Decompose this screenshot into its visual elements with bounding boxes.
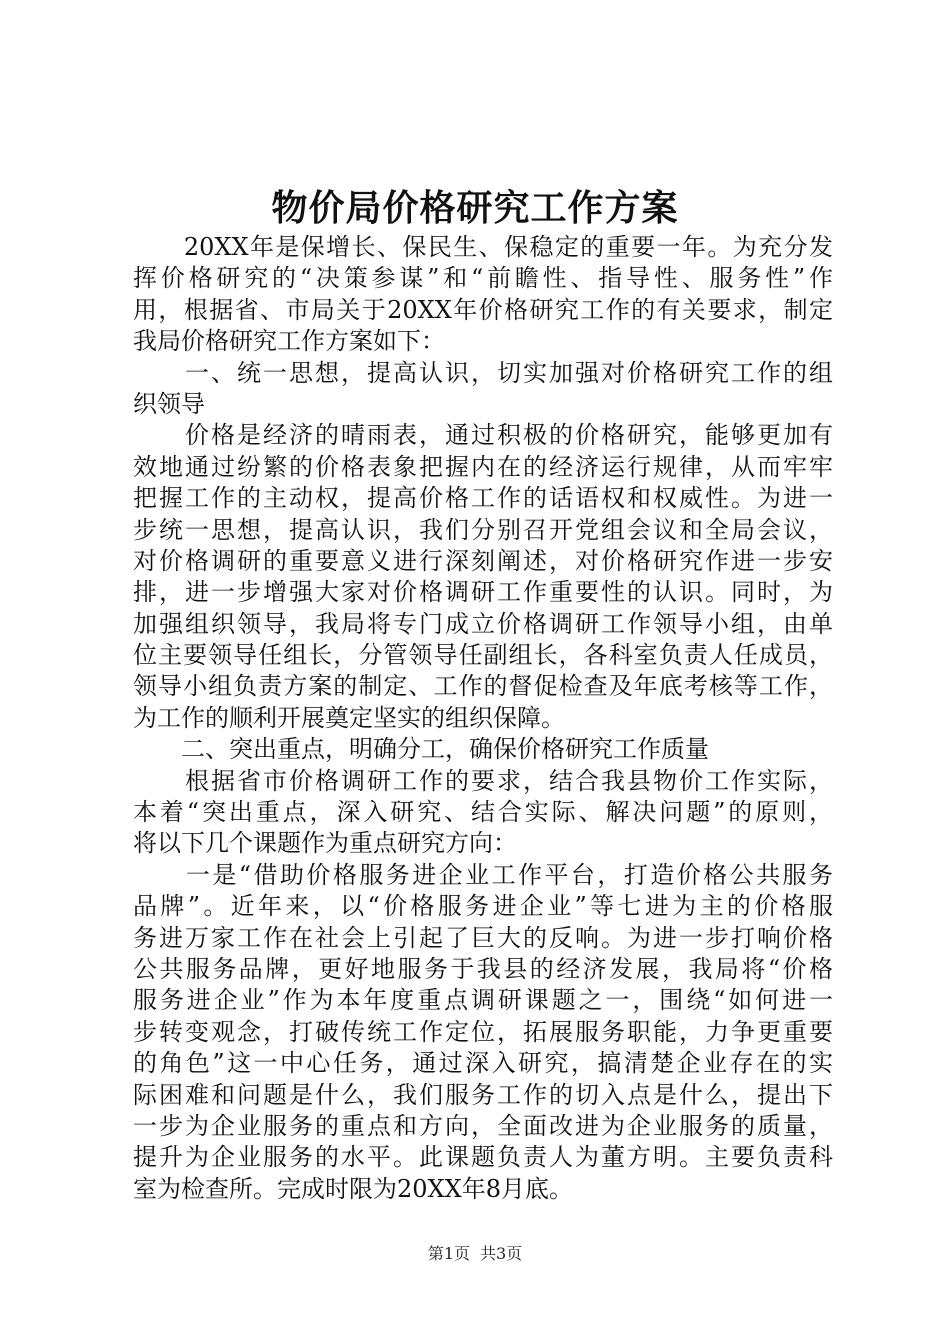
text-line: 加强组织领导，我局将专门成立价格调研工作领导小组，由单 <box>133 609 833 638</box>
document-title: 物价局价格研究工作方案 <box>271 187 679 229</box>
text-line: 价格是经济的晴雨表，通过积极的价格研究，能够更加有 <box>133 421 833 450</box>
document-body <box>133 232 833 1205</box>
text-line: 为工作的顺利开展奠定坚实的组织保障。 <box>133 703 565 732</box>
text-line: 提升为企业服务的水平。此课题负责人为董方明。主要负责科 <box>133 1143 833 1172</box>
text-line: 把握工作的主动权，提高价格工作的话语权和权威性。为进一 <box>133 484 833 513</box>
text-line: 用，根据省、市局关于20XX年价格研究工作的有关要求，制定 <box>133 295 833 324</box>
text-line: 我局价格研究工作方案如下： <box>133 327 445 356</box>
text-line: 步统一思想，提高认识，我们分别召开党组会议和全局会议， <box>133 515 833 544</box>
text-line: 品牌”。近年来，以“价格服务进企业”等七进为主的价格服 <box>133 892 833 921</box>
page-footer <box>0 1242 950 1266</box>
text-line: 织领导 <box>133 389 205 418</box>
text-line: 一步为企业服务的重点和方向，全面改进为企业服务的质量， <box>133 1111 833 1140</box>
text-line: 服务进企业”作为本年度重点调研课题之一，围绕“如何进一 <box>133 986 833 1015</box>
page-total: 共3页 <box>480 1244 523 1263</box>
text-line: 排，进一步增强大家对价格调研工作重要性的认识。同时，为 <box>133 578 833 607</box>
text-line: 务进万家工作在社会上引起了巨大的反响。为进一步打响价格 <box>133 923 833 952</box>
text-line: 二、突出重点，明确分工，确保价格研究工作质量 <box>133 735 709 764</box>
text-line: 公共服务品牌，更好地服务于我县的经济发展，我局将“价格 <box>133 954 833 983</box>
text-line: 挥价格研究的“决策参谋”和“前瞻性、指导性、服务性”作 <box>133 264 833 293</box>
text-line: 一、统一思想，提高认识，切实加强对价格研究工作的组 <box>133 358 833 387</box>
text-line: 对价格调研的重要意义进行深刻阐述，对价格研究作进一步安 <box>133 546 833 575</box>
page-number: 第1页 <box>427 1244 470 1263</box>
text-line: 一是“借助价格服务进企业工作平台，打造价格公共服务 <box>133 860 833 889</box>
text-line: 20XX年是保增长、保民生、保稳定的重要一年。为充分发 <box>133 233 833 261</box>
text-line: 根据省市价格调研工作的要求，结合我县物价工作实际， <box>133 766 833 795</box>
text-line: 本着“突出重点，深入研究、结合实际、解决问题”的原则， <box>133 798 833 827</box>
text-line: 步转变观念，打破传统工作定位，拓展服务职能，力争更重要 <box>133 1017 833 1046</box>
text-line: 领导小组负责方案的制定、工作的督促检查及年底考核等工作， <box>133 672 833 701</box>
text-line: 位主要领导任组长，分管领导任副组长，各科室负责人任成员， <box>133 641 833 670</box>
text-line: 际困难和问题是什么，我们服务工作的切入点是什么，提出下 <box>133 1080 833 1109</box>
text-line: 的角色”这一中心任务，通过深入研究，搞清楚企业存在的实 <box>133 1049 833 1078</box>
text-line: 室为检查所。完成时限为20XX年8月底。 <box>133 1174 573 1203</box>
text-line: 效地通过纷繁的价格表象把握内在的经济运行规律，从而牢牢 <box>133 452 833 481</box>
text-line: 将以下几个课题作为重点研究方向： <box>133 829 517 858</box>
